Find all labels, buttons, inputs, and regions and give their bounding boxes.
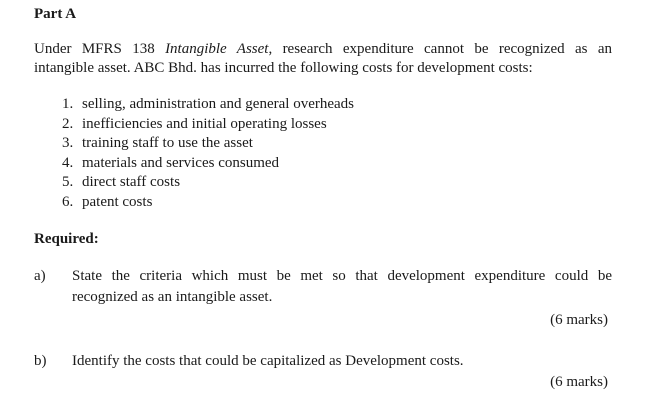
list-item-number: 2. [62,115,74,132]
intro-text-post: , research expenditure cannot be recognized as an [268,41,613,57]
list-item-text: materials and services consumed [82,154,280,171]
list-item [62,154,354,174]
question-a-line-2: recognized as an intangible asset. [72,289,273,305]
list-item-number: 6. [62,193,74,210]
list-item [62,115,354,135]
list-item [62,134,354,154]
list-item [62,95,354,115]
intro-paragraph [34,40,612,78]
list-item-text: direct staff costs [82,174,181,191]
intro-standard-title: Intangible Asset [165,41,269,57]
part-title: Part A [34,6,77,22]
list-item-number: 5. [62,174,74,191]
list-item [62,193,354,213]
question-b-marks: (6 marks) [550,374,608,390]
question-b-letter: b) [34,353,47,369]
list-item-text: inefficiencies and initial operating losses [82,115,327,132]
list-item-text: patent costs [82,193,153,210]
list-item-text: training staff to use the asset [82,135,253,152]
list-item-number: 1. [62,96,74,112]
list-item-number: 3. [62,135,74,152]
question-a-line-1: State the criteria which must be met so that development expenditure could be [72,268,612,284]
question-b-line-1: Identify the costs that could be capitalized as Development costs. [72,353,464,369]
question-a-text [72,266,612,308]
intro-text-pre: Under MFRS 138 [34,41,166,57]
question-b-text [72,351,612,372]
list-item-text: selling, administration and general overheads [82,96,354,112]
list-item [62,173,354,193]
cost-list [62,95,354,213]
intro-line-2: intangible asset. ABC Bhd. has incurred the following costs for development costs: [34,60,533,76]
required-heading: Required: [34,231,99,247]
question-a-marks: (6 marks) [550,312,608,328]
list-item-number: 4. [62,154,74,171]
question-a-letter: a) [34,268,46,284]
intro-line-1 [34,40,612,59]
